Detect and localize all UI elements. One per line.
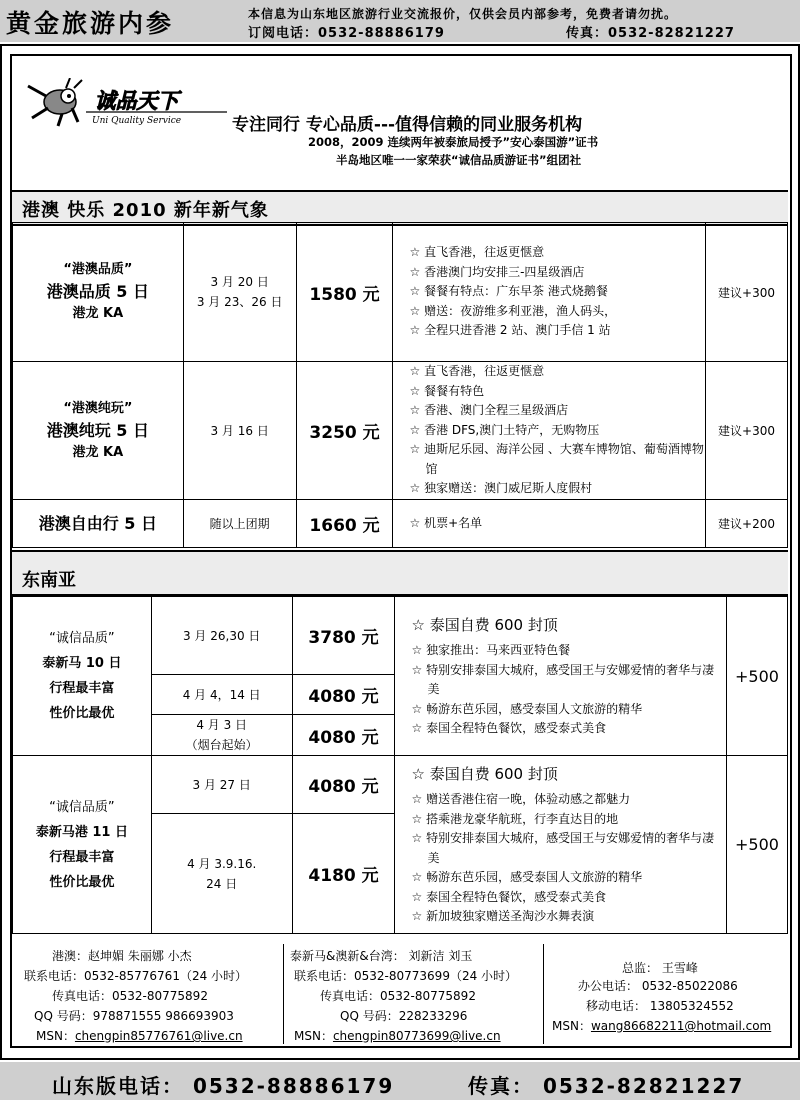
- suggested-markup: 建议+200: [706, 500, 788, 548]
- suggested-markup: +500: [726, 597, 787, 756]
- tour-price: 4180 元: [292, 814, 395, 934]
- tour-price: 4080 元: [292, 756, 395, 814]
- footer-fax: 传真： 0532-82821227: [468, 1074, 745, 1098]
- award-line-2: 半岛地区唯一一家荣获“诚信品质游证书”组团社: [336, 153, 582, 167]
- tour-features: ☆ 直飞香港，往返更惬意 ☆ 餐餐有特色 ☆ 香港、澳门全程三星级酒店 ☆ 香港 DFS,澳门土特产，无购物压 ☆ 迪斯尼乐园、海洋公园 、大赛车博物馆、葡萄酒博物馆 ☆ 独家赠送：澳门威尼斯人度假村: [393, 362, 706, 500]
- hk-phone: 联系电话：0532-85776761（24 小时）: [24, 969, 248, 983]
- hk-section-title: 港澳 快乐 2010 新年新气象: [22, 200, 269, 221]
- header-fax: 传真：0532-82821227: [566, 26, 735, 41]
- director-msn: MSN：wang86682211@hotmail.com: [552, 1019, 772, 1033]
- hk-staff: 港澳：赵坤媚 朱丽娜 小杰: [52, 949, 192, 963]
- table-row: [13, 756, 788, 814]
- tour-name: “诚信品质” 泰新马港 11 日 行程最丰富 性价比最优: [13, 756, 152, 934]
- hk-msn: MSN：chengpin85776761@live.cn: [36, 1029, 243, 1043]
- table-row: [13, 500, 788, 548]
- tour-name: 港澳自由行 5 日: [13, 500, 184, 548]
- departure-dates: 4 月 3.9.16. 24 日: [151, 814, 292, 934]
- tour-price: 4080 元: [292, 675, 395, 715]
- tour-dates: 3 月 16 日: [183, 362, 296, 500]
- tour-features: ☆ 机票+名单: [393, 500, 706, 548]
- header-notice: 本信息为山东地区旅游行业交流报价，仅供会员内部参考，免费者请勿扰。: [248, 7, 678, 21]
- departure-dates: 3 月 26,30 日: [151, 597, 292, 675]
- award-line-1: 2008，2009 连续两年被泰旅局授予”安心泰国游”证书: [308, 135, 599, 149]
- tour-price: 1580 元: [296, 223, 393, 362]
- contact-divider: [543, 944, 544, 1044]
- departure-dates: 4 月 4，14 日: [151, 675, 292, 715]
- sea-qq: QQ 号码：228233296: [340, 1009, 468, 1023]
- departure-dates: 4 月 3 日 （烟台起始）: [151, 715, 292, 756]
- sea-phone: 联系电话：0532-80773699（24 小时）: [294, 969, 518, 983]
- office-phone: 办公电话： 0532-85022086: [578, 979, 738, 993]
- agency-logo: [22, 78, 232, 128]
- contact-divider: [283, 944, 284, 1044]
- tour-price: 1660 元: [296, 500, 393, 548]
- tour-name: “诚信品质” 泰新马 10 日 行程最丰富 性价比最优: [13, 597, 152, 756]
- tour-price: 4080 元: [292, 715, 395, 756]
- logo-text: 诚品天下: [93, 89, 184, 114]
- mascot-icon: [28, 78, 82, 126]
- sea-msn: MSN：chengpin80773699@live.cn: [294, 1029, 501, 1043]
- sea-fax: 传真电话：0532-80775892: [320, 989, 476, 1003]
- suggested-markup: 建议+300: [706, 362, 788, 500]
- tour-features: ☆ 泰国自费 600 封顶 ☆ 赠送香港住宿一晚，体验动感之都魅力 ☆ 搭乘港龙豪华航班，行李直达目的地 ☆ 特别安排泰国大城府，感受国王与安娜爱情的奢华与凄美 ☆ 畅游东芭乐园，感受泰国人文旅游的精华 ☆ 泰国全程特色餐饮，感受泰式美食 ☆ 新加坡独家赠送圣淘沙水舞表演: [395, 756, 727, 934]
- hk-tour-table: [12, 222, 788, 548]
- suggested-markup: +500: [726, 756, 787, 934]
- tour-name: “港澳纯玩” 港澳纯玩 5 日 港龙 KA: [13, 362, 184, 500]
- suggested-markup: 建议+300: [706, 223, 788, 362]
- mobile-phone: 移动电话： 13805324552: [586, 999, 734, 1013]
- subscribe-phone: 订阅电话：0532-88886179: [248, 26, 445, 41]
- tour-dates: 随以上团期: [183, 500, 296, 548]
- sea-section-bar: [12, 550, 788, 596]
- agency-tagline: 专注同行 专心品质---值得信赖的同业服务机构: [232, 115, 583, 135]
- tour-features: ☆ 泰国自费 600 封顶 ☆ 独家推出：马来西亚特色餐 ☆ 特别安排泰国大城府，感受国王与安娜爱情的奢华与凄美 ☆ 畅游东芭乐园，感受泰国人文旅游的精华 ☆ 泰国全程特色餐饮，感受泰式美食: [395, 597, 727, 756]
- table-row: [13, 597, 788, 675]
- hk-qq: QQ 号码：978871555 986693903: [34, 1009, 234, 1023]
- hk-fax: 传真电话：0532-80775892: [52, 989, 208, 1003]
- tour-features: ☆ 直飞香港，往返更惬意 ☆ 香港澳门均安排三-四星级酒店 ☆ 餐餐有特点：广东早茶 港式烧鹅餐 ☆ 赠送：夜游维多利亚港，渔人码头， ☆ 全程只进香港 2 站、澳门手信 1 站: [393, 223, 706, 362]
- sea-staff: 泰新马&澳新&台湾： 刘新洁 刘玉: [290, 949, 473, 963]
- director: 总监： 王雪峰: [622, 961, 698, 975]
- footer-phone: 山东版电话： 0532-88886179: [52, 1074, 395, 1098]
- departure-dates: 3 月 27 日: [151, 756, 292, 814]
- tour-price: 3250 元: [296, 362, 393, 500]
- brand-title: 黄金旅游内参: [6, 9, 175, 38]
- logo-subtext: Uni Quality Service: [92, 116, 182, 126]
- table-row: [13, 362, 788, 500]
- tour-name: “港澳品质” 港澳品质 5 日 港龙 KA: [13, 223, 184, 362]
- table-row: [13, 223, 788, 362]
- tour-price: 3780 元: [292, 597, 395, 675]
- sea-section-title: 东南亚: [22, 570, 76, 591]
- tour-dates: 3 月 20 日 3 月 23、26 日: [183, 223, 296, 362]
- sea-tour-table: [12, 596, 788, 934]
